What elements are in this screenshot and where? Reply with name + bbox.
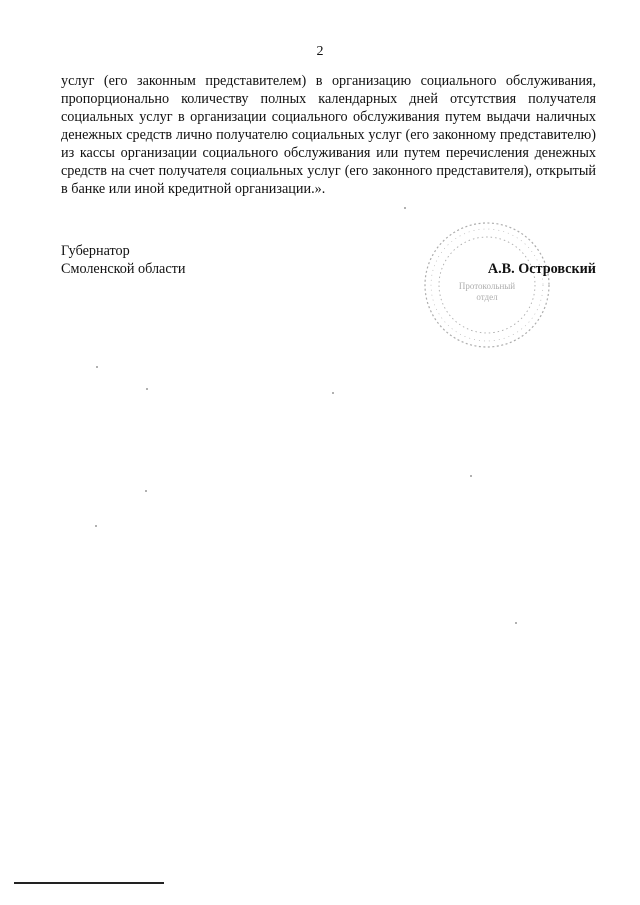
footer-rule: [14, 882, 164, 884]
stamp-text-line1: Протокольный: [458, 281, 516, 291]
signature-block: [61, 242, 596, 282]
scan-speck: [332, 392, 334, 394]
scan-speck: [96, 366, 98, 368]
signer-position: Губернатор: [61, 243, 130, 259]
scan-speck: [146, 388, 148, 390]
scan-speck: [145, 490, 147, 492]
body-paragraph: услуг (его законным представителем) в организацию социального обслуживания, пропорционально количеству полных календарных дней отсутствия получателя социальных услуг в организации социального обслуживания путем выдачи наличных денежных средств лично получателю социальных услуг (его законному представителю) из кассы организации социального обслуживания или путем перечисления денежных средств на счет получателя социальных услуг (его законного представителя), открытый в банке или иной кредитной организации.».: [61, 73, 596, 197]
scan-speck: [470, 475, 472, 477]
stamp-icon: [420, 218, 554, 352]
scan-speck: [404, 207, 406, 209]
scan-speck: [95, 525, 97, 527]
signer-name: А.В. Островский: [487, 261, 596, 277]
page-number: 2: [316, 44, 324, 59]
scan-speck: [515, 622, 517, 624]
stamp-text-line2: отдел: [476, 292, 498, 302]
signer-region: Смоленской области: [61, 261, 186, 277]
